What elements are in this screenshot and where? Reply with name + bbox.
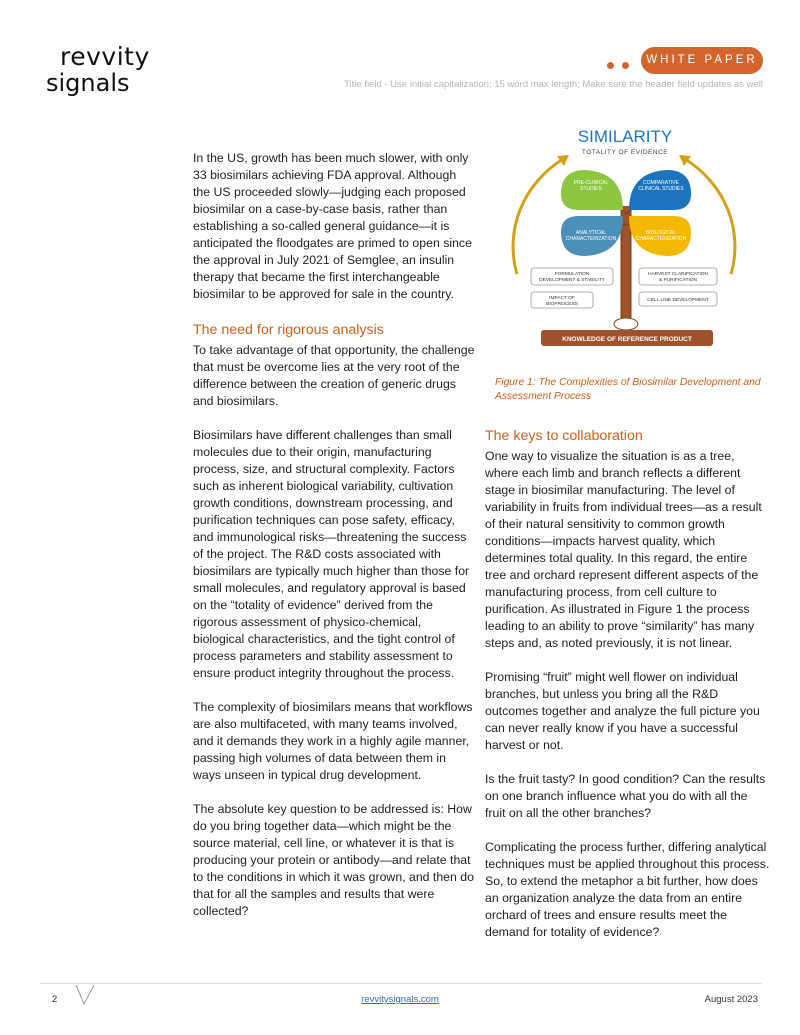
left-arc: [513, 159, 563, 274]
dot-icon: [622, 62, 629, 69]
box-formulation-label: DEVELOPMENT & STABILITY: [539, 278, 605, 283]
box-impact-label: BIOPROCESS: [546, 302, 578, 307]
tree-trunk-fill: [622, 206, 630, 322]
figure-subtitle: TOTALITY OF EVIDENCE: [581, 149, 669, 156]
base-banner-label: KNOWLEDGE OF REFERENCE PRODUCT: [562, 336, 692, 343]
right-arc: [685, 159, 735, 274]
figure-caption: Figure 1: The Complexities of Biosimilar Development and Assessment Process: [495, 377, 761, 402]
tree-root-icon: [614, 318, 638, 330]
paragraph: One way to visualize the situation is as a tree, where each limb and branch reflects a different stage in biosimilar manufacturing. The level of variability in fruits from individual trees—as a result of their natural sensitivity to common growth conditions—impacts harvest quality, which determines total quality. In this regard, the entire tree and orchard represent different aspects of the manufacturing process, from cell culture to purification. As illustrated in Figure 1 the process leading to an ability to prove “similarity” has many steps and, as noted previously, it is not linear.: [485, 449, 762, 650]
paragraph: Is the fruit tasty? In good condition? Can the results on one branch influence what you do with all the fruit on all the other branches?: [485, 772, 766, 820]
footer-divider: [40, 983, 762, 984]
header-dots: [607, 56, 637, 74]
leaf-preclinical-label: PRE-CLINICAL: [573, 180, 609, 186]
leaf-analytical-label: ANALYTICAL: [575, 230, 607, 236]
box-cell-line-label: CELL LINE DEVELOPMENT: [647, 298, 709, 303]
section-heading: The need for rigorous analysis: [193, 322, 384, 338]
paragraph: In the US, growth has been much slower, with only 33 biosimilars achieving FDA approval. Although the US proceeded slowly—judging each proposed biosimilar on a case-by-case basis, rather than establishing a so-called general guidance—it is anticipated the floodgates are primed to open since the approval in July 2021 of Semglee, an insulin therapy that became the first interchangeable biosimilar to be approved for sale in the country.: [193, 151, 472, 301]
paragraph: To take advantage of that opportunity, the challenge that must be overcome lies at the very root of the difference between the creation of generic drugs and biosimilars.: [193, 343, 475, 408]
similarity-tree-diagram: [495, 124, 753, 352]
footer-link-wrap: [0, 994, 800, 1005]
logo-sub: signals: [46, 69, 130, 97]
section-heading: The keys to collaboration: [485, 428, 643, 444]
figure-title: SIMILARITY: [577, 127, 673, 146]
footer-date: August 2023: [704, 994, 758, 1005]
leaf-biological-label: CHARACTERIZATION: [635, 236, 687, 242]
right-column: [485, 426, 770, 958]
title-field-placeholder: Title field - Use initial capitalization; 15 word max length; Make sure the header field updates as well: [344, 79, 763, 90]
logo-brand: revvity: [60, 42, 150, 71]
leaf-comparative-label: CLINICAL STUDIES: [638, 186, 684, 192]
dot-icon: [607, 62, 614, 69]
paragraph: Biosimilars have different challenges than small molecules due to their origin, manufacturing process, size, and structural complexity. Factors such as inherent biological variability, cultivation growth conditions, downstream processing, and purification techniques can pose safety, efficacy, and immunological risks—threatening the success of the project. The R&D costs associated with biosimilars are typically much higher than those for small molecules, and regulatory approval is based on the “totality of evidence” derived from the rigorous assessment of physico-chemical, biological characteristics, and the tight control of process parameters and stability assessment to ensure product integrity throughout the process.: [193, 428, 470, 680]
leaf-preclinical-label: STUDIES: [580, 186, 602, 192]
paragraph: The absolute key question to be addressed is: How do you bring together data—which might be the source material, cell line, or whatever it is that is producing your protein or antibody—and relate that to the conditions in which it was grown, and then do that for all the samples and results that were collected?: [193, 802, 474, 918]
paragraph: The complexity of biosimilars means that workflows are also multifaceted, with many teams involved, and it demands they work in a highly agile manner, passing high volumes of data between them in ways unseen in typical drug development.: [193, 700, 473, 782]
website-link[interactable]: revvitysignals.com: [361, 994, 439, 1005]
white-paper-badge: WHITE PAPER: [641, 47, 763, 74]
paragraph: Complicating the process further, differing analytical techniques must be applied throughout this process. So, to extend the metaphor a bit further, how does an organization analyze the data from an entire orchard of trees and ensure results meet the demand for totality of evidence?: [485, 840, 770, 939]
revvity-signals-logo: [46, 44, 150, 96]
page-number: 2: [52, 994, 58, 1005]
box-formulation-label: FORMULATION: [554, 272, 590, 277]
box-harvest-label: HARVEST CLARIFICATION: [648, 272, 708, 277]
box-harvest-label: & PURIFICATION: [658, 278, 698, 283]
box-impact-label: IMPACT OF: [549, 296, 575, 301]
similarity-tree-figure: [495, 124, 753, 352]
left-column: [193, 150, 475, 937]
leaf-biological-label: BIOLOGICAL: [645, 230, 677, 236]
paragraph: Promising “fruit” might well flower on individual branches, but unless you bring all the R&D outcomes together and analyze the full picture you can never really know if you have a successful harvest or not.: [485, 670, 760, 752]
leaf-analytical-label: CHARACTERIZATION: [565, 236, 617, 242]
leaf-comparative-label: COMPARATIVE: [643, 180, 679, 186]
